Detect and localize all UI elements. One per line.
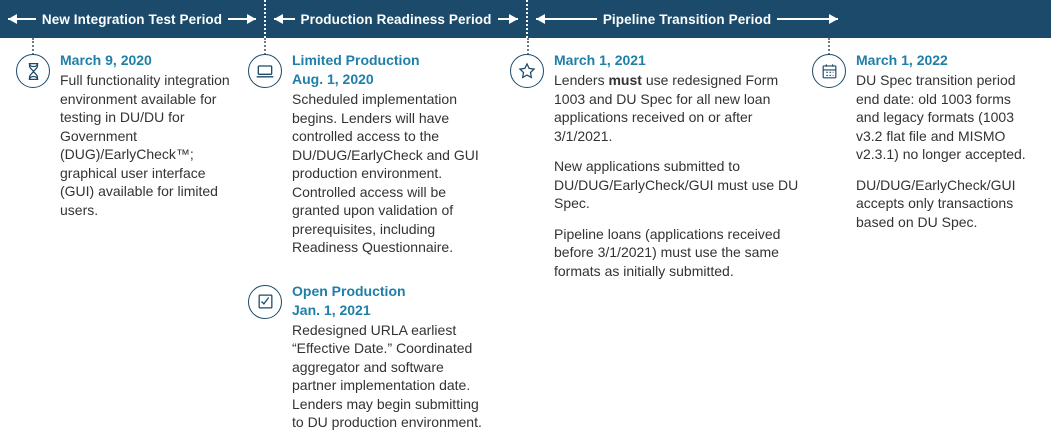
arrow-right-icon [498,18,519,20]
milestone-text-1: DU Spec transition period end date: old 1003 forms and legacy formats (1003 v3.2 flat file and MISMO v2.3.1) no longer accepted. [856,72,1026,162]
milestone-title: March 1, 2022 [856,52,948,68]
milestone-title: Open Production [292,282,406,299]
milestone-open-production [248,283,488,432]
period-bar [0,0,1051,38]
calendar-icon [812,54,846,88]
milestone-text: Redesigned URLA earliest “Effective Date.” Coordinated aggregator and software partner implementation date. Lenders may begin submitting to DU production environment. [292,321,482,430]
arrow-left-icon [8,18,36,20]
milestone-march-1-2022 [812,52,1037,231]
milestone-text-3: Pipeline loans (applications received before 3/1/2021) must use the same formats as initially submitted. [554,225,781,279]
timeline-column-3 [510,52,800,294]
period-new-integration-test [0,0,264,38]
milestone-limited-production [248,52,488,257]
timeline-column-1 [16,52,231,233]
arrow-right-icon [777,18,838,20]
milestone-date: Aug. 1, 2020 [292,71,374,87]
timeline-column-4 [812,52,1037,245]
checklist-icon [248,285,282,319]
arrow-right-icon [228,18,256,20]
milestone-march-1-2021 [510,52,800,280]
milestone-text: Full functionality integration environment available for testing in DU/DU for Government (DUG)/EarlyCheck™; graphical user interface (GUI) available for limited users. [60,72,230,218]
milestone-date: Jan. 1, 2021 [292,301,371,318]
period-production-readiness [266,0,526,38]
milestone-text-1: Lenders must use redesigned Form 1003 and DU Spec for all new loan applications received on or after 3/1/2021. [554,72,779,144]
hourglass-icon [16,54,50,88]
milestone-text: Scheduled implementation begins. Lenders will have controlled access to the DU/DUG/EarlyCheck and GUI production environment. Controlled access will be granted upon validation of prerequisites, including Readiness Questionnaire. [292,91,479,255]
laptop-icon [248,54,282,88]
milestone-title: March 1, 2021 [554,52,646,68]
milestone-title: Limited Production [292,52,420,68]
arrow-left-icon [536,18,597,20]
period-pipeline-transition [528,0,846,38]
arrow-left-icon [274,18,295,20]
star-icon [510,54,544,88]
period-label: New Integration Test Period [41,11,223,27]
milestone-march-9-2020 [16,52,231,219]
milestone-text-2: DU/DUG/EarlyCheck/GUI accepts only transactions based on DU Spec. [856,176,1016,230]
period-label: Pipeline Transition Period [602,11,772,27]
milestone-text-2: New applications submitted to DU/DUG/EarlyCheck/GUI must use DU Spec. [554,158,799,211]
milestone-title: March 9, 2020 [60,52,152,68]
period-label: Production Readiness Period [300,11,492,27]
timeline-column-2 [248,52,488,446]
